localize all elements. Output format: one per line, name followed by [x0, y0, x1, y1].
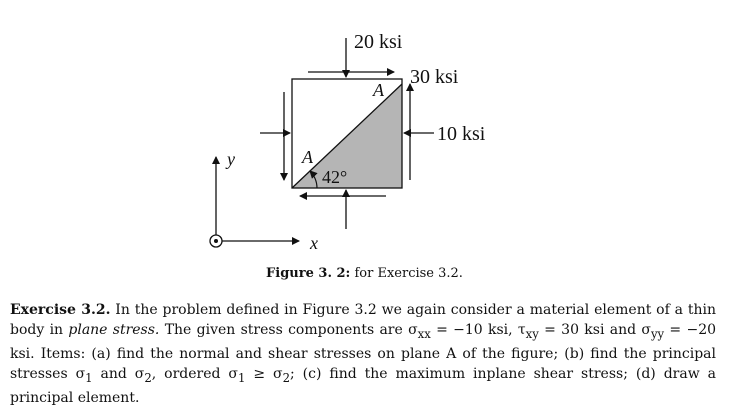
subscript: 2 — [282, 371, 291, 386]
exercise-part: , ordered σ — [151, 366, 238, 383]
subscript: 1 — [237, 371, 246, 386]
caption-text: for Exercise 3.2. — [350, 266, 463, 281]
exercise-part: The given stress components are σ — [159, 322, 418, 339]
exercise-part: = 30 ksi and σ — [538, 322, 651, 339]
exercise-part: and σ — [92, 366, 145, 383]
top-load-label: 20 ksi — [354, 31, 403, 53]
right-normal-label: 10 ksi — [437, 123, 486, 145]
plane-label-top: A — [373, 80, 384, 100]
subscript: 2 — [144, 371, 152, 386]
subscript: xy — [525, 327, 539, 341]
subscript: yy — [650, 327, 665, 341]
exercise-head: Exercise 3.2. — [10, 302, 111, 318]
origin-dot — [214, 239, 218, 243]
exercise-part: ; (c) find the maximum inplane shear stress; (d) draw a principal element. — [10, 366, 716, 407]
y-axis-label: y — [227, 149, 235, 169]
plane-label-bottom: A — [302, 147, 313, 167]
right-shear-label: 30 ksi — [410, 66, 459, 88]
exercise-part: = −20 ksi. Items: (a) find the normal and shear stresses on plane A of the figure; (b) find the principal stresses σ — [10, 322, 717, 383]
caption-label: Figure 3. 2: — [266, 266, 351, 281]
exercise-part: In the problem defined in Figure 3.2 we again consider a material element of a thin body in — [10, 302, 716, 339]
figure-caption — [0, 266, 729, 281]
exercise-text — [10, 300, 716, 409]
x-axis-label: x — [310, 233, 318, 253]
exercise-emphasis: plane stress. — [68, 322, 160, 339]
exercise-part: = −10 ksi, τ — [430, 322, 526, 339]
subscript: xx — [417, 327, 431, 341]
exercise-part: ≥ σ — [245, 366, 283, 383]
angle-label: 42° — [322, 167, 348, 187]
subscript: 1 — [85, 371, 93, 386]
